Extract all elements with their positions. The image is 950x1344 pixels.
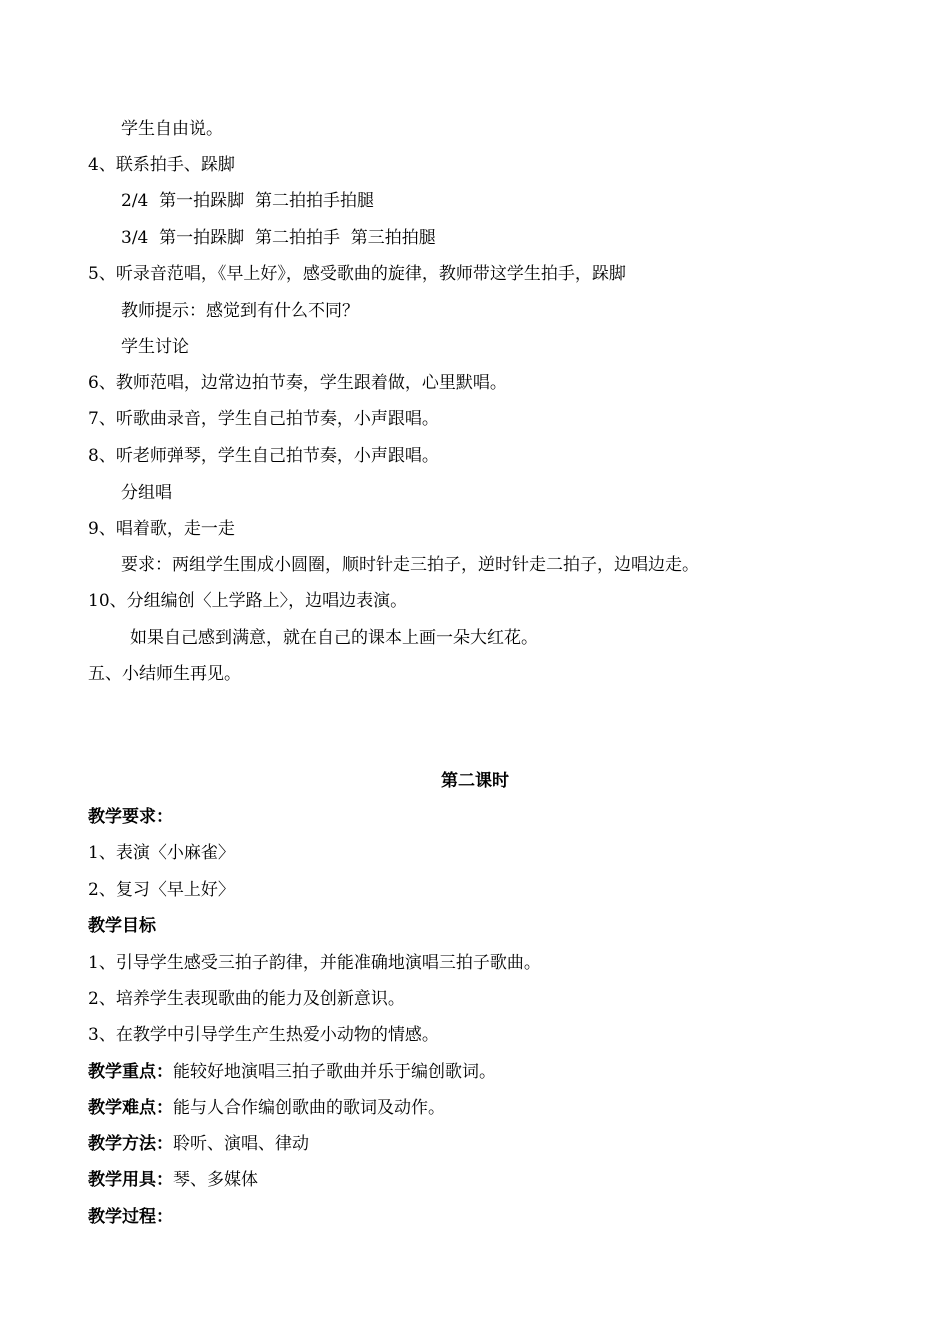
difficulty-text: 能与人合作编创歌曲的歌词及动作。 — [173, 1098, 445, 1118]
text-line: 2/4 第一拍跺脚 第二拍拍手拍腿 — [121, 191, 374, 211]
requirement-1: 1、表演〈小麻雀〉 — [88, 843, 235, 863]
goal-2: 2、培养学生表现歌曲的能力及创新意识。 — [88, 989, 405, 1009]
list-item-8: 8、听老师弹琴，学生自己拍节奏，小声跟唱。 — [88, 446, 439, 466]
requirement-2: 2、复习〈早上好〉 — [88, 880, 235, 900]
difficulty-line — [88, 1097, 445, 1119]
list-item-10: 10、分组编创〈上学路上〉，边唱边表演。 — [88, 591, 408, 611]
difficulty-label: 教学难点： — [88, 1098, 173, 1118]
text-line: 如果自己感到满意，就在自己的课本上画一朵大红花。 — [130, 628, 538, 648]
goal-3: 3、在教学中引导学生产生热爱小动物的情感。 — [88, 1025, 439, 1045]
list-item-7: 7、听歌曲录音，学生自己拍节奏，小声跟唱。 — [88, 409, 439, 429]
key-point-label: 教学重点： — [88, 1062, 173, 1082]
lesson-title: 第二课时 — [441, 771, 509, 791]
tools-line — [88, 1169, 258, 1191]
method-label: 教学方法： — [88, 1134, 173, 1154]
text-line: 分组唱 — [121, 483, 172, 503]
list-item-4: 4、联系拍手、跺脚 — [88, 155, 235, 175]
tools-label: 教学用具： — [88, 1170, 173, 1190]
requirements-heading: 教学要求： — [88, 807, 173, 827]
list-item-6: 6、教师范唱，边常边拍节奏，学生跟着做，心里默唱。 — [88, 373, 507, 393]
text-line: 要求：两组学生围成小圆圈，顺时针走三拍子，逆时针走二拍子，边唱边走。 — [121, 555, 699, 575]
goal-1: 1、引导学生感受三拍子韵律，并能准确地演唱三拍子歌曲。 — [88, 953, 541, 973]
section-summary: 五、小结师生再见。 — [88, 664, 241, 684]
text-line: 学生讨论 — [121, 337, 189, 357]
key-point-line — [88, 1061, 496, 1083]
key-point-text: 能较好地演唱三拍子歌曲并乐于编创歌词。 — [173, 1062, 496, 1082]
method-text: 聆听、演唱、律动 — [173, 1134, 309, 1154]
tools-text: 琴、多媒体 — [173, 1170, 258, 1190]
method-line — [88, 1133, 309, 1155]
text-line: 教师提示：感觉到有什么不同？ — [121, 301, 359, 321]
text-line: 3/4 第一拍跺脚 第二拍拍手 第三拍拍腿 — [121, 228, 436, 248]
process-heading: 教学过程： — [88, 1207, 173, 1227]
text-line: 学生自由说。 — [121, 119, 223, 139]
list-item-9: 9、唱着歌，走一走 — [88, 519, 235, 539]
goals-heading: 教学目标 — [88, 916, 156, 936]
list-item-5: 5、听录音范唱，《早上好》，感受歌曲的旋律，教师带这学生拍手，跺脚 — [88, 264, 626, 284]
